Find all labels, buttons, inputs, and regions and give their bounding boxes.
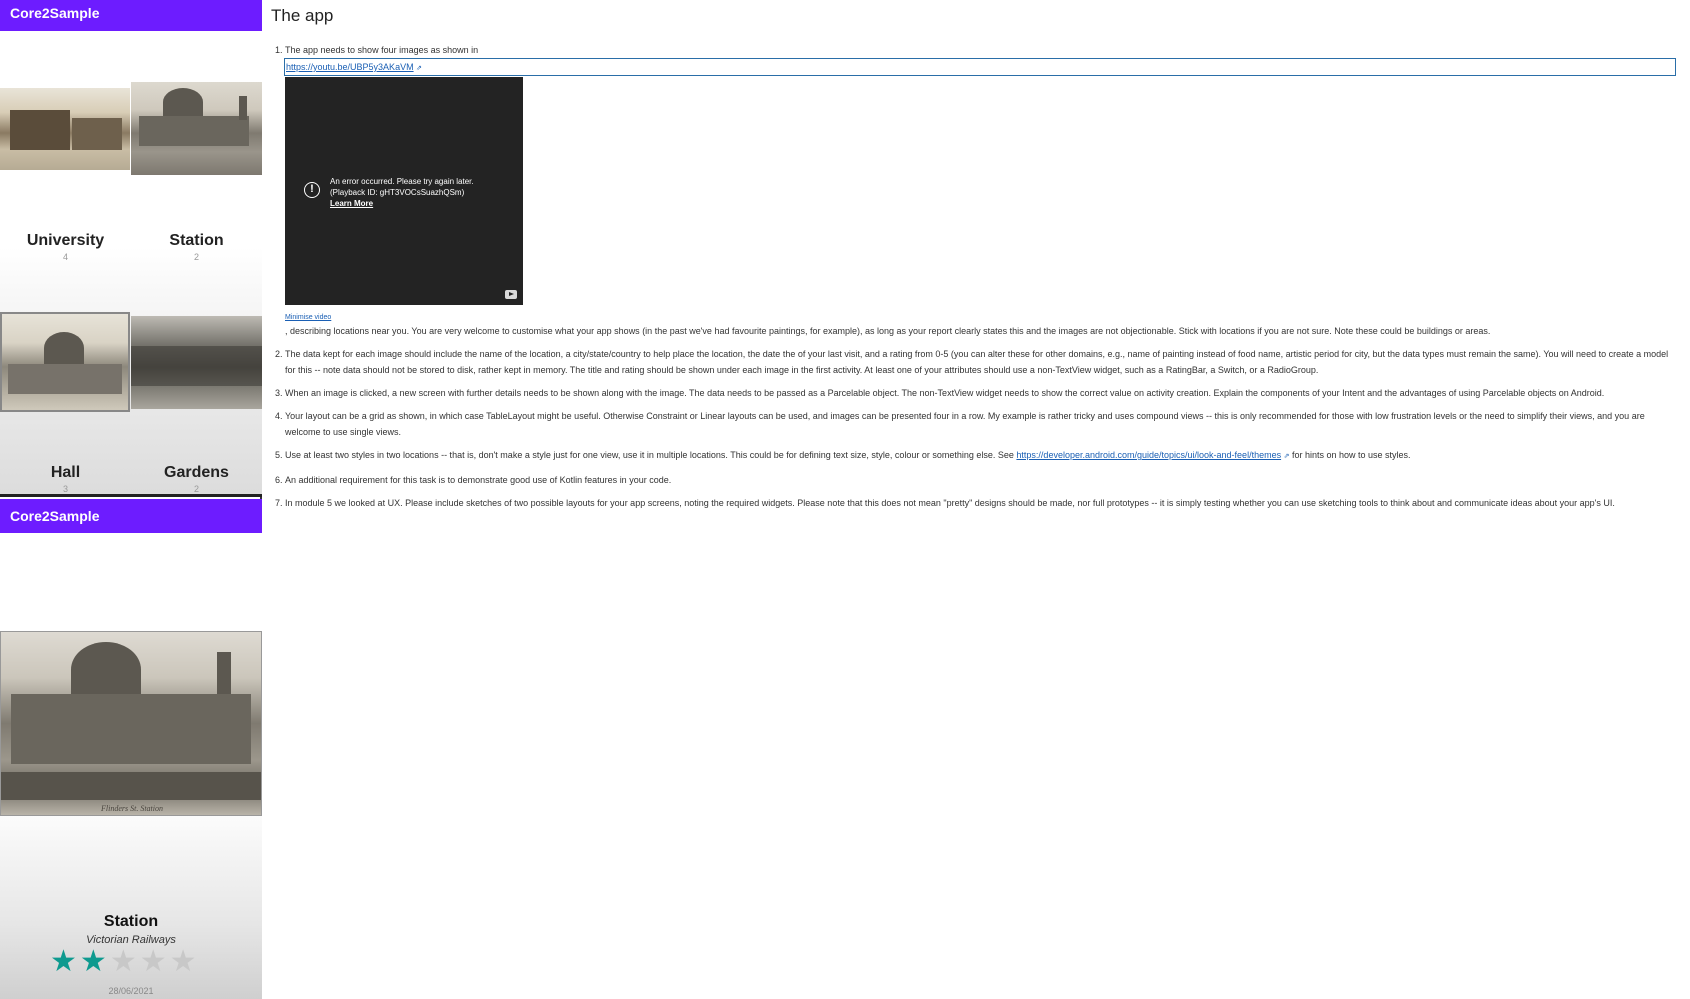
video-playback-id: (Playback ID: gHT3VOCsSuazhQSm) xyxy=(330,188,465,197)
item7-text: In module 5 we looked at UX. Please include sketches of two possible layouts for your app screens, noting the required widgets. Please note that this does not mean "pretty" designs should be made, nor full prototypes -- it is simply testing whether you can use sketching tools to think about and communicate ideas about your app's UI. xyxy=(285,498,1615,508)
list-number: 7. xyxy=(275,498,283,508)
detail-title: Station xyxy=(103,913,159,930)
item4-text: Your layout can be a grid as shown, in which case TableLayout might be useful. Otherwise Constraint or Linear layouts can be used, and images can be presented four in a row. My example is rather tricky and uses compound views -- this is only recommended for those with low frustration levels or the need to simplify their views, and you are welcome to use single views. xyxy=(285,411,1645,437)
app-bar-title: Core2Sample xyxy=(0,499,262,533)
gardens-image[interactable] xyxy=(131,316,262,409)
university-image[interactable] xyxy=(0,88,130,170)
list-number: 2. xyxy=(275,349,283,359)
star-icon[interactable]: ★ xyxy=(109,945,137,978)
rating-bar[interactable] xyxy=(50,947,197,977)
minimise-video-link[interactable]: Minimise video xyxy=(285,314,332,321)
university-count: 4 xyxy=(62,252,68,262)
hall-count: 3 xyxy=(62,484,68,494)
star-icon[interactable]: ★ xyxy=(50,945,77,978)
youtube-icon[interactable] xyxy=(505,290,517,299)
video-player[interactable] xyxy=(285,77,523,305)
hall-title: Hall xyxy=(50,464,81,481)
list-number: 3. xyxy=(275,388,283,398)
list-item xyxy=(270,472,1680,488)
phone-grid-screen xyxy=(0,0,262,497)
list-number: 1. xyxy=(275,45,283,55)
item1-intro: The app needs to show four images as shown in xyxy=(285,45,479,55)
star-icon[interactable]: ★ xyxy=(169,945,197,978)
station-title: Station xyxy=(169,232,224,249)
app-bar-title: Core2Sample xyxy=(0,0,262,31)
item2-text: The data kept for each image should include the name of the location, a city/state/country to help place the location, the date the of your last visit, and a rating from 0-5 (you can alter these for other domains, e.g., name of painting instead of food name, artistic period for city, but the data types must remain the same). You will need to create a model for this -- note data should not be stored to disk, rather kept in memory. The title and rating should be shown under each image in the first activity. At least one of your attributes should use a non-TextView widget, such as a RatingBar, a Switch, or a RadioGroup. xyxy=(285,349,1669,375)
list-item xyxy=(270,346,1680,378)
gardens-title: Gardens xyxy=(164,464,229,481)
phone-screens xyxy=(0,0,262,999)
university-title: University xyxy=(26,232,105,249)
video-link-box[interactable] xyxy=(284,58,1676,76)
video-error-message: An error occurred. Please try again later. xyxy=(330,177,474,186)
list-item xyxy=(270,42,1680,339)
list-item xyxy=(270,447,1680,465)
list-number: 4. xyxy=(275,411,283,421)
item6-text: An additional requirement for this task is to demonstrate good use of Kotlin features in your code. xyxy=(285,475,672,485)
hall-image[interactable] xyxy=(0,312,130,412)
list-item xyxy=(270,385,1680,401)
learn-more-link[interactable]: Learn More xyxy=(330,199,374,208)
detail-subtitle: Victorian Railways xyxy=(86,934,176,946)
station-image[interactable] xyxy=(131,82,262,175)
themes-link[interactable]: https://developer.android.com/guide/topics/ui/look-and-feel/themes xyxy=(1016,450,1282,460)
video-link[interactable]: https://youtu.be/UBP5y3AKaVM xyxy=(286,62,414,72)
list-item xyxy=(270,408,1680,440)
item5-text-after: for hints on how to use styles. xyxy=(1291,450,1411,460)
external-link-icon: ⇗ xyxy=(1283,453,1290,460)
requirements-list xyxy=(270,42,1680,518)
assignment-document xyxy=(270,0,1680,999)
detail-image-caption: Flinders St. Station xyxy=(101,804,163,813)
star-icon[interactable]: ★ xyxy=(79,945,107,978)
item5-text: Use at least two styles in two locations -- that is, don't make a style just for one view, use it in multiple locations. This could be for defining text size, style, colour or something else. See xyxy=(285,450,1014,460)
list-item xyxy=(270,495,1680,511)
list-number: 5. xyxy=(275,450,283,460)
error-icon: ! xyxy=(304,182,320,198)
detail-date: 28/06/2021 xyxy=(108,986,154,996)
item3-text: When an image is clicked, a new screen with further details needs to be shown along with the image. The data needs to be passed as a Parcelable object. The non-TextView widget needs to show the correct value on activity creation. Explain the components of your Intent and the advantages of using Parcelable objects on Android. xyxy=(285,388,1605,398)
external-link-icon: ⇗ xyxy=(416,65,422,72)
list-number: 6. xyxy=(275,475,283,485)
station-count: 2 xyxy=(193,252,199,262)
page-title: The app xyxy=(271,6,334,25)
detail-image xyxy=(0,631,262,816)
video-error xyxy=(330,176,474,209)
star-icon[interactable]: ★ xyxy=(139,945,167,978)
item1-text: , describing locations near you. You are very welcome to customise what your app shows (in the past we've had favourite paintings, for example), as long as your report clearly states this and the images are not objectionable. Stick with locations if you are not sure. Note these could be buildings or areas. xyxy=(285,326,1491,336)
gardens-count: 2 xyxy=(193,484,199,494)
